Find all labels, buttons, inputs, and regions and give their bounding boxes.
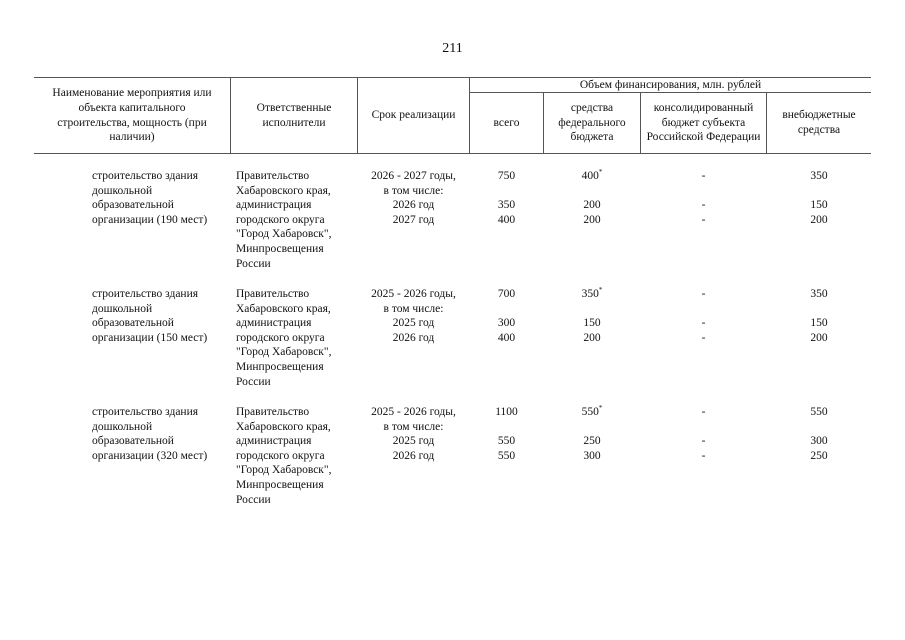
regional-line: - (701, 199, 706, 212)
period-line: 2025 год (392, 317, 435, 330)
total-line (470, 184, 543, 199)
regional-line (641, 420, 766, 435)
total-line: 750 (497, 170, 516, 182)
name-line: организации (320 мест) (92, 449, 208, 462)
cell-period (358, 169, 469, 227)
period-line: 2026 год (392, 199, 435, 212)
federal-line: 550* (581, 404, 603, 418)
header-bottom-rule (34, 153, 871, 154)
extra-line: 250 (810, 449, 828, 462)
federal-line: 300 (583, 449, 601, 462)
header-federal-column: средства федерального бюджета (558, 102, 626, 144)
cell-responsible (236, 405, 356, 507)
period-line: 2025 - 2026 годы, (371, 288, 456, 300)
regional-line: - (701, 317, 706, 330)
responsible-line: администрация (236, 435, 312, 448)
cell-total (470, 405, 543, 463)
footnote-mark: * (598, 168, 603, 176)
regional-line: - (701, 331, 706, 344)
cell-extra (767, 405, 871, 463)
extra-line: 350 (810, 288, 828, 300)
responsible-line: Правительство (236, 406, 310, 418)
regional-line (641, 184, 766, 199)
header-total-column: всего (493, 116, 520, 129)
cell-federal (544, 287, 640, 345)
responsible-line: администрация (236, 317, 312, 330)
responsible-line: городского округа (236, 213, 325, 226)
cell-name (92, 287, 228, 345)
federal-line: 250 (583, 435, 601, 448)
cell-period (358, 287, 469, 345)
period-line: в том числе: (383, 302, 444, 315)
name-line: организации (150 мест) (92, 331, 208, 344)
extra-line: 350 (810, 170, 828, 182)
regional-line: - (701, 435, 706, 448)
cell-total (470, 287, 543, 345)
responsible-line: России (236, 257, 271, 270)
extra-line: 300 (810, 435, 828, 448)
regional-line: - (701, 213, 706, 226)
federal-line: 200 (583, 199, 601, 212)
period-line: 2025 - 2026 годы, (371, 406, 456, 418)
regional-line: - (701, 406, 706, 418)
extra-line: 150 (810, 199, 828, 212)
cell-regional (641, 287, 766, 345)
responsible-line: городского округа (236, 449, 325, 462)
cell-extra (767, 287, 871, 345)
federal-line: 200 (583, 331, 601, 344)
responsible-line: "Город Хабаровск", (236, 228, 332, 241)
responsible-line: России (236, 375, 271, 388)
name-line: дошкольной (92, 184, 153, 197)
responsible-line: Хабаровского края, (236, 302, 331, 315)
responsible-line: "Город Хабаровск", (236, 346, 332, 359)
cell-regional (641, 405, 766, 463)
header-funding-group: Объем финансирования, млн. рублей (579, 78, 762, 91)
cell-name (92, 169, 228, 227)
name-line: организации (190 мест) (92, 213, 208, 226)
responsible-line: Хабаровского края, (236, 184, 331, 197)
regional-line (641, 302, 766, 317)
cell-responsible (236, 169, 356, 271)
name-line: дошкольной (92, 420, 153, 433)
extra-line (767, 184, 871, 199)
name-line: образовательной (92, 435, 174, 448)
footnote-mark: * (598, 404, 603, 412)
page-number: 211 (442, 41, 463, 56)
extra-line: 200 (810, 331, 828, 344)
period-line: 2026 год (392, 449, 435, 462)
total-line: 700 (497, 288, 516, 300)
federal-line: 350* (581, 286, 603, 300)
total-line: 300 (497, 317, 516, 330)
header-extra-column: внебюджетные средства (782, 109, 856, 136)
name-line: строительство здания (92, 406, 199, 418)
name-line: образовательной (92, 199, 174, 212)
cell-federal (544, 169, 640, 227)
responsible-line: Хабаровского края, (236, 420, 331, 433)
total-line: 1100 (495, 406, 518, 418)
responsible-line: Правительство (236, 170, 310, 182)
period-line: 2027 год (392, 213, 435, 226)
total-line: 550 (497, 435, 516, 448)
cell-extra (767, 169, 871, 227)
cell-period (358, 405, 469, 463)
header-regional-column: консолидированный бюджет субъекта Российской Федерации (646, 102, 761, 144)
responsible-line: Минпросвещения (236, 478, 324, 491)
responsible-line: "Город Хабаровск", (236, 464, 332, 477)
responsible-line: Минпросвещения (236, 242, 324, 255)
responsible-line: Минпросвещения (236, 360, 324, 373)
total-line: 350 (497, 199, 516, 212)
responsible-line: Правительство (236, 288, 310, 300)
extra-line: 150 (810, 317, 828, 330)
name-line: строительство здания (92, 170, 199, 182)
header-responsible-column: Ответственные исполнители (256, 101, 332, 129)
extra-line (767, 302, 871, 317)
federal-line: 150 (583, 317, 601, 330)
period-line: в том числе: (383, 184, 444, 197)
name-line: строительство здания (92, 288, 199, 300)
responsible-line: России (236, 493, 271, 506)
total-line: 550 (497, 449, 516, 462)
responsible-line: администрация (236, 199, 312, 212)
regional-line: - (701, 288, 706, 300)
federal-line: 200 (583, 213, 601, 226)
cell-federal (544, 405, 640, 463)
cell-regional (641, 169, 766, 227)
responsible-line: городского округа (236, 331, 325, 344)
federal-line (544, 184, 640, 199)
footnote-mark: * (598, 286, 603, 294)
total-line: 400 (497, 213, 516, 226)
name-line: дошкольной (92, 302, 153, 315)
federal-line (544, 420, 640, 435)
header-period-column: Срок реализации (371, 109, 456, 122)
regional-line: - (701, 170, 706, 182)
extra-line: 200 (810, 213, 828, 226)
federal-line: 400* (581, 168, 603, 182)
total-line (470, 420, 543, 435)
header-name-column: Наименование мероприятия или объекта капитального строительства, мощность (при наличии) (52, 87, 212, 144)
name-line: образовательной (92, 317, 174, 330)
extra-line: 550 (810, 406, 828, 418)
regional-line: - (701, 449, 706, 462)
period-line: 2025 год (392, 435, 435, 448)
extra-line (767, 420, 871, 435)
period-line: 2026 - 2027 годы, (371, 170, 456, 182)
total-line: 400 (497, 331, 516, 344)
total-line (470, 302, 543, 317)
period-line: 2026 год (392, 331, 435, 344)
federal-line (544, 302, 640, 317)
cell-total (470, 169, 543, 227)
cell-name (92, 405, 228, 463)
period-line: в том числе: (383, 420, 444, 433)
cell-responsible (236, 287, 356, 389)
